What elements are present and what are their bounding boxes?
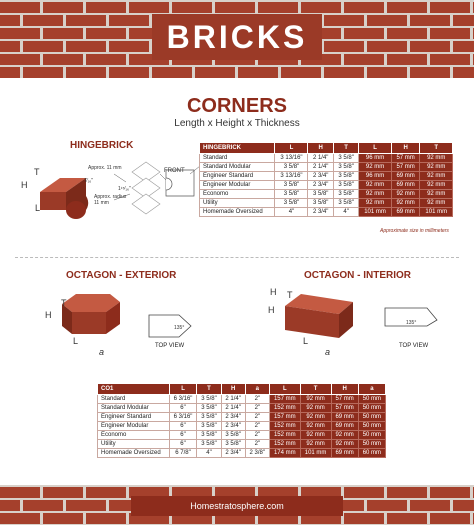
table-cell: 2 1/4" <box>308 154 333 163</box>
table-cell: 3 5/8" <box>275 163 308 172</box>
table-header-cell: T <box>300 384 331 395</box>
table-cell: 3 5/8" <box>197 431 221 440</box>
oct-ext-h-label: H <box>45 310 52 320</box>
table-cell: 57 mm <box>391 163 420 172</box>
table-row <box>98 422 386 431</box>
table-cell: 57 mm <box>331 395 358 404</box>
table-cell: 2" <box>245 404 269 413</box>
table-cell: 6" <box>169 431 197 440</box>
brick-row <box>0 67 474 78</box>
approximate-size-note: Approximate size in millimeters <box>380 228 449 234</box>
table-cell: 3 5/8" <box>333 181 358 190</box>
table-cell: 6" <box>169 422 197 431</box>
row-label: Standard Modular <box>200 163 275 172</box>
table-cell: 152 mm <box>269 404 300 413</box>
row-label: Engineer Modular <box>200 181 275 190</box>
octagon-interior-label: OCTAGON - INTERIOR <box>304 270 412 281</box>
oct-int-t-label: T <box>287 290 293 300</box>
table-cell: 3 5/8" <box>333 190 358 199</box>
table-cell: 3 5/8" <box>221 431 245 440</box>
table-row <box>200 163 453 172</box>
table-cell: 3 5/8" <box>197 404 221 413</box>
table-row <box>98 431 386 440</box>
table-header-cell: H <box>308 143 333 154</box>
table-cell: 92 mm <box>391 190 420 199</box>
table-cell: 92 mm <box>420 163 453 172</box>
table-cell: 157 mm <box>269 413 300 422</box>
table-cell: 96 mm <box>359 154 391 163</box>
table-header-cell: T <box>333 143 358 154</box>
approx-radius-label: Approx. radius 11 mm <box>94 194 127 206</box>
table-header-cell: T <box>420 143 453 154</box>
seven-sixteenths-label: 7⁄₁₆" <box>84 178 94 184</box>
table-cell: 3 5/8" <box>275 181 308 190</box>
table-row <box>200 181 453 190</box>
front-label: FRONT <box>164 168 185 174</box>
table-row <box>98 404 386 413</box>
table-cell: 101 mm <box>300 449 331 458</box>
table-cell: 92 mm <box>300 431 331 440</box>
table-cell: 2 3/4" <box>308 172 333 181</box>
table-cell: 3 5/8" <box>333 154 358 163</box>
table-cell: 4" <box>197 449 221 458</box>
page-title: BRICKS <box>166 18 308 55</box>
brick-row <box>0 2 474 13</box>
octagon-interior-diagram <box>283 292 383 362</box>
footer-banner <box>131 496 343 516</box>
table-cell: 57 mm <box>331 404 358 413</box>
table-cell: 50 mm <box>358 440 385 449</box>
oct-ext-t-label: T <box>61 298 67 308</box>
table-cell: 92 mm <box>300 422 331 431</box>
one-fifteen-sixteenths-label: 1¹⁵⁄₁₆" <box>118 186 131 192</box>
table-cell: 92 mm <box>420 154 453 163</box>
table-cell: 50 mm <box>358 422 385 431</box>
dim-t-label: T <box>34 167 40 177</box>
table-cell: 57 mm <box>391 154 420 163</box>
section-subtitle: Length x Height x Thickness <box>174 118 300 129</box>
table-cell: 2" <box>245 395 269 404</box>
table-cell: 92 mm <box>420 199 453 208</box>
row-label: Engineer Standard <box>98 413 170 422</box>
table-row <box>200 154 453 163</box>
table-cell: 2" <box>245 422 269 431</box>
row-label: Standard Modular <box>98 404 170 413</box>
table-header-cell: a <box>358 384 385 395</box>
section-divider <box>15 257 459 258</box>
row-label: Standard <box>98 395 170 404</box>
table-header-cell: L <box>359 143 391 154</box>
table-cell: 152 mm <box>269 422 300 431</box>
table-row <box>98 449 386 458</box>
table-cell: 6" <box>169 404 197 413</box>
table-cell: 69 mm <box>391 172 420 181</box>
table-cell: 3 5/8" <box>197 395 221 404</box>
octagon-exterior-label: OCTAGON - EXTERIOR <box>66 270 177 281</box>
oct-ext-topview-label: TOP VIEW <box>155 343 185 349</box>
table-cell: 3 13/16" <box>275 172 308 181</box>
table-header-cell: H <box>391 143 420 154</box>
row-label: Economo <box>98 431 170 440</box>
approx-11-label: Approx. 11 mm <box>88 165 122 171</box>
title-banner <box>152 14 322 60</box>
table-cell: 50 mm <box>358 395 385 404</box>
table-cell: 2" <box>245 431 269 440</box>
oct-ext-l-label: L <box>73 336 79 346</box>
table-header-name: CO1 <box>98 384 170 395</box>
table-cell: 3 5/8" <box>308 199 333 208</box>
table-cell: 3 5/8" <box>308 190 333 199</box>
table-cell: 69 mm <box>391 181 420 190</box>
hingebrick-table <box>199 142 453 217</box>
table-cell: 4" <box>333 208 358 217</box>
table-cell: 152 mm <box>269 440 300 449</box>
table-cell: 6" <box>169 440 197 449</box>
table-cell: 2 3/4" <box>308 181 333 190</box>
table-cell: 92 mm <box>359 199 391 208</box>
row-label: Standard <box>200 154 275 163</box>
table-cell: 50 mm <box>358 404 385 413</box>
oct-ext-a-label: a <box>99 347 105 357</box>
row-label: Utility <box>200 199 275 208</box>
table-cell: 2" <box>245 413 269 422</box>
table-cell: 157 mm <box>269 395 300 404</box>
oct-int-h-label-2: H <box>268 305 275 315</box>
row-label: Engineer Modular <box>98 422 170 431</box>
table-header-row <box>98 384 386 395</box>
table-cell: 3 5/8" <box>333 199 358 208</box>
table-header-cell: L <box>169 384 197 395</box>
table-cell: 2 3/4" <box>308 208 333 217</box>
table-cell: 60 mm <box>358 449 385 458</box>
table-header-cell: L <box>269 384 300 395</box>
brick-front-face <box>40 192 66 210</box>
table-cell: 3 5/8" <box>221 440 245 449</box>
table-cell: 92 mm <box>300 413 331 422</box>
oct-int-angle-label: 135° <box>406 320 417 326</box>
oct-int-a-label: a <box>325 347 331 357</box>
table-cell: 92 mm <box>359 163 391 172</box>
table-header-cell: H <box>331 384 358 395</box>
octagon-exterior-diagram <box>58 290 148 350</box>
table-row <box>200 199 453 208</box>
table-cell: 69 mm <box>391 208 420 217</box>
table-cell: 92 mm <box>300 395 331 404</box>
table-cell: 92 mm <box>300 404 331 413</box>
section-title: CORNERS <box>186 95 287 117</box>
table-cell: 2 3/4" <box>221 449 245 458</box>
table-cell: 174 mm <box>269 449 300 458</box>
row-label: Economo <box>200 190 275 199</box>
table-row <box>98 413 386 422</box>
table-header-cell: H <box>221 384 245 395</box>
table-row <box>200 208 453 217</box>
row-label: Homemade Oversized <box>98 449 170 458</box>
table-cell: 6 3/16" <box>169 413 197 422</box>
table-cell: 3 5/8" <box>275 199 308 208</box>
oct-int-h-label: H <box>270 287 277 297</box>
table-cell: 92 mm <box>300 440 331 449</box>
table-cell: 2 1/4" <box>221 404 245 413</box>
oct-int-topview-label: TOP VIEW <box>399 343 429 349</box>
row-label: Engineer Standard <box>200 172 275 181</box>
oct-int-l-label: L <box>303 336 309 346</box>
table-header-row <box>200 143 453 154</box>
table-cell: 92 mm <box>391 199 420 208</box>
table-header-name: HINGEBRICK <box>200 143 275 154</box>
footer-site: Homestratosphere.com <box>190 501 284 511</box>
table-cell: 92 mm <box>420 172 453 181</box>
table-header-cell: a <box>245 384 269 395</box>
table-row <box>200 172 453 181</box>
hingebrick-diagram <box>14 152 204 232</box>
row-label: Homemade Oversized <box>200 208 275 217</box>
co1-table <box>97 383 386 458</box>
table-cell: 2 1/4" <box>308 163 333 172</box>
table-cell: 2 3/4" <box>221 422 245 431</box>
table-cell: 96 mm <box>359 172 391 181</box>
table-cell: 69 mm <box>331 413 358 422</box>
brick-rounded-end <box>66 201 86 219</box>
oct-ext-topview-shape <box>147 313 197 343</box>
table-cell: 101 mm <box>420 208 453 217</box>
table-row <box>98 440 386 449</box>
table-cell: 3 13/16" <box>275 154 308 163</box>
table-cell: 92 mm <box>331 431 358 440</box>
table-cell: 3 5/8" <box>197 422 221 431</box>
table-cell: 92 mm <box>420 181 453 190</box>
table-cell: 3 5/8" <box>275 190 308 199</box>
table-cell: 3 5/8" <box>333 172 358 181</box>
table-cell: 69 mm <box>331 422 358 431</box>
row-label: Utility <box>98 440 170 449</box>
table-cell: 50 mm <box>358 413 385 422</box>
table-cell: 3 5/8" <box>197 413 221 422</box>
table-cell: 2" <box>245 440 269 449</box>
table-cell: 6 3/16" <box>169 395 197 404</box>
table-cell: 2 3/4" <box>221 413 245 422</box>
table-cell: 2 1/4" <box>221 395 245 404</box>
table-cell: 152 mm <box>269 431 300 440</box>
table-row <box>200 190 453 199</box>
table-cell: 50 mm <box>358 431 385 440</box>
table-row <box>98 395 386 404</box>
table-cell: 92 mm <box>359 181 391 190</box>
dim-l-label: L <box>35 203 41 213</box>
hingebrick-label: HINGEBRICK <box>70 140 134 151</box>
table-header-cell: L <box>275 143 308 154</box>
oct-ext-angle-label: 135° <box>174 325 185 331</box>
table-cell: 4" <box>275 208 308 217</box>
table-cell: 69 mm <box>331 449 358 458</box>
table-cell: 6 7/8" <box>169 449 197 458</box>
dim-h-label: H <box>21 180 28 190</box>
table-header-cell: T <box>197 384 221 395</box>
table-cell: 101 mm <box>359 208 391 217</box>
table-cell: 92 mm <box>420 190 453 199</box>
table-cell: 2 3/8" <box>245 449 269 458</box>
table-cell: 92 mm <box>331 440 358 449</box>
table-cell: 92 mm <box>359 190 391 199</box>
table-cell: 3 5/8" <box>197 440 221 449</box>
table-cell: 3 5/8" <box>333 163 358 172</box>
